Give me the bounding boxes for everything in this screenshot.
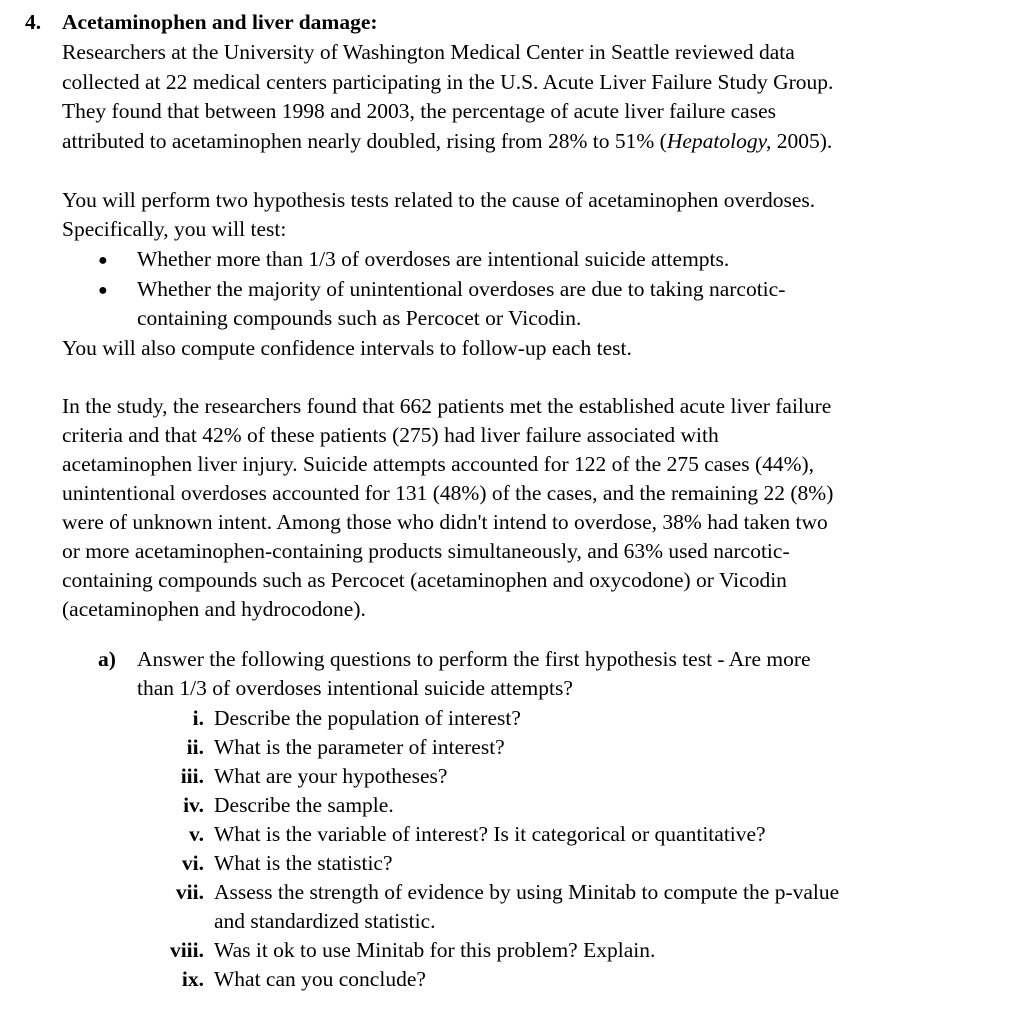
item-text: What can you conclude? bbox=[214, 967, 426, 991]
study-line-6: or more acetaminophen-containing products simultaneously, and 63% used narcotic- bbox=[62, 539, 790, 563]
item-text: Was it ok to use Minitab for this problem? Explain. bbox=[214, 938, 656, 962]
intro-line-3: They found that between 1998 and 2003, the percentage of acute liver failure cases bbox=[62, 99, 776, 123]
study-line-2: criteria and that 42% of these patients (275) had liver failure associated with bbox=[62, 423, 719, 447]
item-text: What is the variable of interest? Is it categorical or quantitative? bbox=[214, 822, 766, 846]
study-line-7: containing compounds such as Percocet (acetaminophen and oxycodone) or Vicodin bbox=[62, 568, 787, 592]
item-number: vii. bbox=[175, 880, 204, 904]
question-title: Acetaminophen and liver damage: bbox=[62, 10, 378, 34]
item-text: What is the statistic? bbox=[214, 851, 393, 875]
tests-intro-line-1: You will perform two hypothesis tests related to the cause of acetaminophen overdoses. bbox=[62, 188, 816, 212]
item-number: iii. bbox=[180, 764, 204, 788]
intro-line-4-end: 2005). bbox=[771, 129, 833, 153]
item-text: Describe the population of interest? bbox=[214, 706, 521, 730]
item-text: What is the parameter of interest? bbox=[214, 735, 505, 759]
item-text: Assess the strength of evidence by using Minitab to compute the p-value bbox=[214, 880, 840, 904]
item-number: viii. bbox=[169, 938, 204, 962]
study-line-5: were of unknown intent. Among those who didn't intend to overdose, 38% had taken two bbox=[62, 510, 828, 534]
item-text: Describe the sample. bbox=[214, 793, 394, 817]
item-number: v. bbox=[189, 822, 204, 846]
study-line-4: unintentional overdoses accounted for 131 (48%) of the cases, and the remaining 22 (8%) bbox=[62, 481, 834, 505]
bullet-item-2-line-1: Whether the majority of unintentional overdoses are due to taking narcotic- bbox=[137, 277, 786, 301]
study-line-1: In the study, the researchers found that 662 patients met the established acute liver failure bbox=[62, 394, 832, 418]
item-text-continued: and standardized statistic. bbox=[214, 909, 436, 933]
bullet-item-2-line-2: containing compounds such as Percocet or Vicodin. bbox=[137, 306, 582, 330]
item-number: ix. bbox=[181, 967, 204, 991]
journal-name: Hepatology, bbox=[666, 129, 772, 153]
bullet-icon: ● bbox=[98, 252, 108, 269]
intro-line-1: Researchers at the University of Washington Medical Center in Seattle reviewed data bbox=[62, 40, 795, 64]
intro-line-2: collected at 22 medical centers participating in the U.S. Acute Liver Failure Study Group. bbox=[62, 70, 834, 94]
bullet-icon: ● bbox=[98, 282, 108, 299]
question-number: 4. bbox=[25, 10, 42, 34]
intro-line-4-start: attributed to acetaminophen nearly doubled, rising from 28% to 51% ( bbox=[62, 129, 667, 153]
item-number: i. bbox=[192, 706, 204, 730]
part-a-line-2: than 1/3 of overdoses intentional suicide attempts? bbox=[137, 676, 573, 700]
part-a-line-1: Answer the following questions to perform the first hypothesis test - Are more bbox=[137, 647, 811, 671]
item-number: vi. bbox=[181, 851, 204, 875]
followup-text: You will also compute confidence intervals to follow-up each test. bbox=[62, 336, 632, 360]
intro-line-4 bbox=[62, 127, 832, 156]
part-a-label: a) bbox=[98, 647, 116, 671]
item-number: ii. bbox=[186, 735, 204, 759]
study-line-8: (acetaminophen and hydrocodone). bbox=[62, 597, 366, 621]
study-line-3: acetaminophen liver injury. Suicide attempts accounted for 122 of the 275 cases (44%), bbox=[62, 452, 815, 476]
item-number: iv. bbox=[183, 793, 204, 817]
item-text: What are your hypotheses? bbox=[214, 764, 448, 788]
bullet-item-1: Whether more than 1/3 of overdoses are intentional suicide attempts. bbox=[137, 247, 730, 271]
tests-intro-line-2: Specifically, you will test: bbox=[62, 217, 287, 241]
